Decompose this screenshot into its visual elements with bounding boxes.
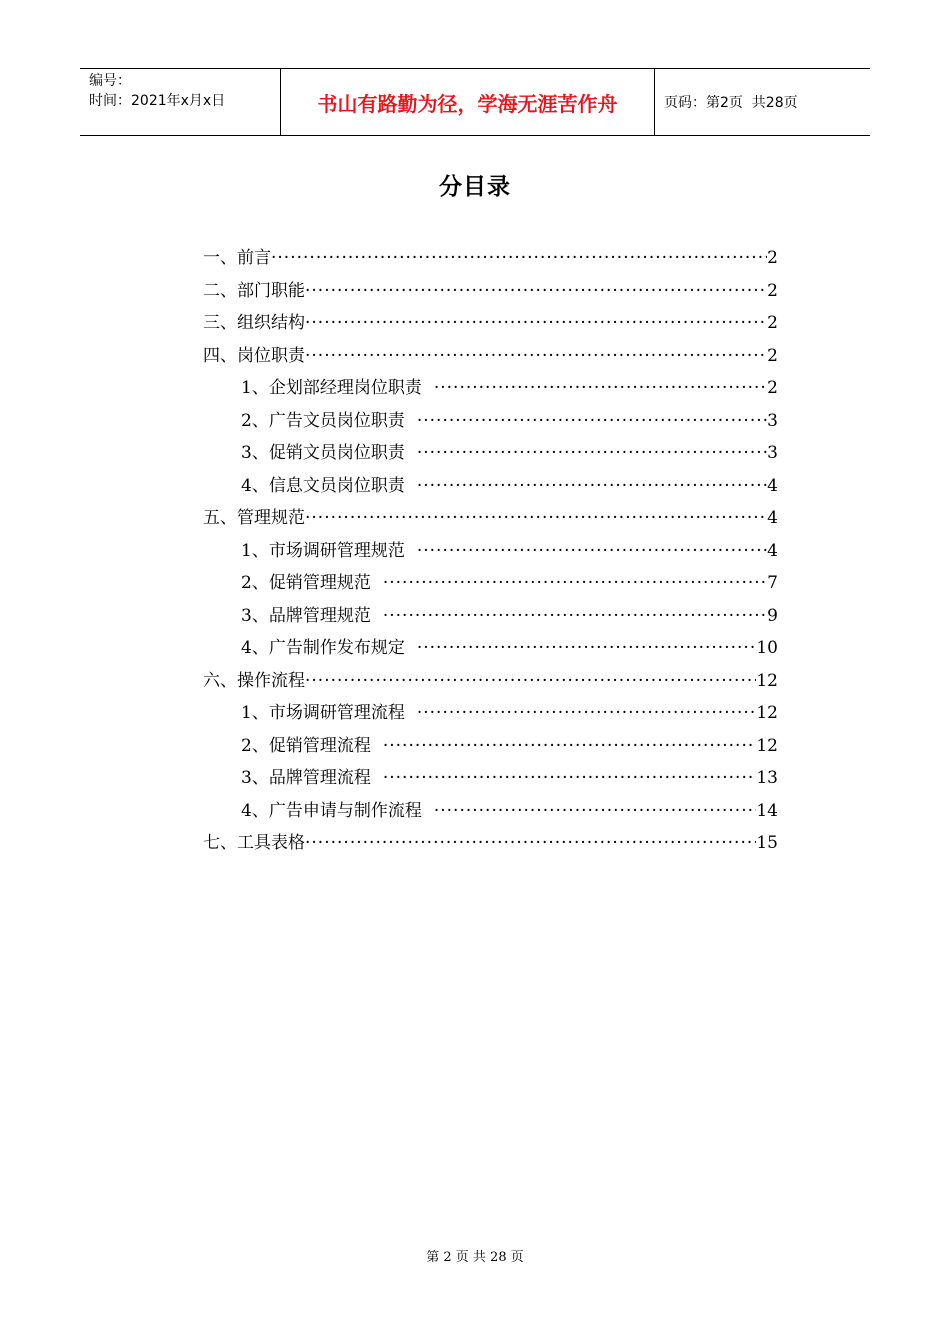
toc-leader-dots <box>383 600 767 633</box>
toc-leader-dots <box>417 697 757 730</box>
toc-entry-page: 15 <box>756 833 778 853</box>
toc-entry[interactable] <box>203 502 778 535</box>
toc-entry-page: 2 <box>767 280 778 301</box>
toc-entry-page: 2 <box>767 378 778 398</box>
toc-entry-page: 10 <box>756 638 778 658</box>
toc-entry[interactable] <box>203 340 778 373</box>
toc-entry-page: 9 <box>767 605 778 626</box>
toc-entry-page: 14 <box>756 800 778 821</box>
toc-entry[interactable] <box>203 795 778 828</box>
toc-entry-label: 一、前言 <box>203 248 271 268</box>
toc-leader-dots <box>417 437 767 470</box>
toc-entry[interactable] <box>203 275 778 308</box>
toc-entry-label: 1、市场调研管理流程 <box>241 703 405 723</box>
toc-leader-dots <box>417 405 767 438</box>
toc-entry[interactable] <box>203 730 778 763</box>
toc-entry-page: 12 <box>756 670 778 691</box>
toc-entry[interactable] <box>203 307 778 340</box>
toc-entry-label: 四、岗位职责 <box>203 345 305 366</box>
toc-entry-page: 4 <box>767 475 778 496</box>
toc-entry-label: 3、促销文员岗位职责 <box>241 443 405 463</box>
toc-entry-page: 12 <box>756 703 778 723</box>
toc-entry-label: 4、信息文员岗位职责 <box>241 475 405 496</box>
toc-leader-dots <box>383 730 757 763</box>
toc-entry-label: 3、品牌管理流程 <box>241 768 371 788</box>
toc-entry-page: 12 <box>756 735 778 756</box>
toc-entry-page: 13 <box>756 768 778 788</box>
toc-leader-dots <box>305 665 756 698</box>
page-header <box>80 68 870 136</box>
toc-entry[interactable] <box>203 405 778 438</box>
toc-entry-label: 二、部门职能 <box>203 280 305 301</box>
toc-leader-dots <box>434 795 757 828</box>
toc-entry[interactable] <box>203 827 778 860</box>
toc-entry-page: 3 <box>767 443 778 463</box>
toc-entry-page: 2 <box>767 313 778 333</box>
page-footer <box>0 1246 950 1265</box>
toc-entry-page: 4 <box>767 540 778 561</box>
toc-entry[interactable] <box>203 762 778 795</box>
toc-leader-dots <box>383 762 757 795</box>
toc-leader-dots <box>271 242 767 275</box>
toc-entry[interactable] <box>203 567 778 600</box>
header-meta <box>80 69 281 135</box>
toc-entry-page: 3 <box>767 410 778 431</box>
toc-entry-label: 3、品牌管理规范 <box>241 605 371 626</box>
toc-leader-dots <box>417 470 767 503</box>
header-page-info <box>655 69 870 135</box>
footer-page-number: 第 2 页 共 28 页 <box>426 1250 524 1265</box>
toc-entry[interactable] <box>203 697 778 730</box>
toc-entry[interactable] <box>203 372 778 405</box>
toc-entry-label: 2、促销管理规范 <box>241 573 371 593</box>
header-motto: 书山有路勤为径，学海无涯苦作舟 <box>281 69 655 135</box>
toc-entry-label: 1、市场调研管理规范 <box>241 540 405 561</box>
toc-leader-dots <box>305 340 767 373</box>
toc-entry[interactable] <box>203 242 778 275</box>
toc-entry-label: 三、组织结构 <box>203 313 305 333</box>
toc-leader-dots <box>417 632 757 665</box>
toc-leader-dots <box>434 372 767 405</box>
table-of-contents <box>203 242 778 860</box>
page-info-text: 页码：第2页 共28页 <box>664 95 798 111</box>
toc-entry-label: 五、管理规范 <box>203 508 305 528</box>
toc-leader-dots <box>305 502 767 535</box>
toc-entry-page: 2 <box>767 248 778 268</box>
toc-entry[interactable] <box>203 470 778 503</box>
time-label: 时间：2021年x月x日 <box>89 93 226 109</box>
toc-entry-label: 七、工具表格 <box>203 833 305 853</box>
toc-entry-page: 4 <box>767 508 778 528</box>
toc-entry-page: 7 <box>767 573 778 593</box>
code-label: 编号： <box>89 73 131 89</box>
page-title: 分目录 <box>439 174 511 200</box>
toc-leader-dots <box>305 827 756 860</box>
toc-entry-label: 六、操作流程 <box>203 670 305 691</box>
toc-leader-dots <box>417 535 767 568</box>
toc-leader-dots <box>383 567 767 600</box>
toc-entry[interactable] <box>203 632 778 665</box>
toc-leader-dots <box>305 275 767 308</box>
toc-entry[interactable] <box>203 437 778 470</box>
toc-entry-label: 2、广告文员岗位职责 <box>241 410 405 431</box>
toc-leader-dots <box>305 307 767 340</box>
toc-entry[interactable] <box>203 600 778 633</box>
toc-entry-label: 1、企划部经理岗位职责 <box>241 378 422 398</box>
toc-entry[interactable] <box>203 535 778 568</box>
toc-entry-label: 4、广告申请与制作流程 <box>241 800 422 821</box>
toc-entry-page: 2 <box>767 345 778 366</box>
toc-entry-label: 4、广告制作发布规定 <box>241 638 405 658</box>
toc-entry[interactable] <box>203 665 778 698</box>
toc-entry-label: 2、促销管理流程 <box>241 735 371 756</box>
